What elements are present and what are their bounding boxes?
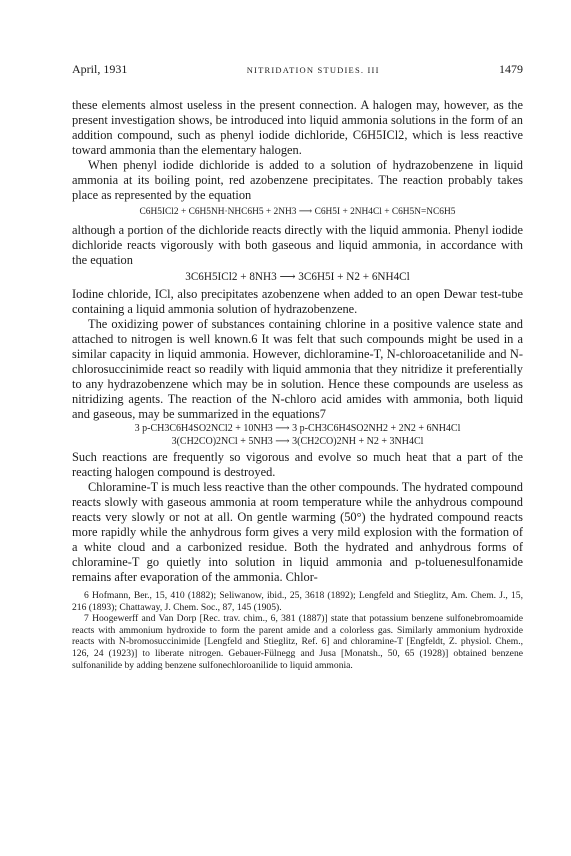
running-title: NITRIDATION STUDIES. III: [246, 65, 380, 75]
equation-group: [72, 423, 523, 448]
paragraph: When phenyl iodide dichloride is added to a solution of hydrazobenzene in liquid ammonia at its boiling point, red azobenzene precipitates. The reaction probably takes place as represented by the equation: [72, 158, 523, 202]
paragraph: Such reactions are frequently so vigorous and evolve so much heat that a part of the reacting halogen compound is destroyed.: [72, 450, 523, 479]
equation: 3C6H5ICl2 + 8NH3 ⟶ 3C6H5I + N2 + 6NH4Cl: [185, 271, 410, 283]
paragraph: these elements almost useless in the present connection. A halogen may, however, as the present investigation shows, be introduced into liquid ammonia solutions in the form of an addition compound, such as phenyl iodide dichloride, C6H5ICl2, which is less reactive toward ammonia than the elementary halogen.: [72, 98, 523, 157]
footnote: 7 Hoogewerff and Van Dorp [Rec. trav. chim., 6, 381 (1887)] state that potassium benzene sulfonebromoamide reacts with ammonium hydroxide to form the parent amide and a colorless gas. Similarly ammonium hydroxide reacts with N-bromosuccinimide [Lengfeld and Stieglitz, Ref. 6] and chloramine-T [Engfeldt, Z. physiol. Chem., 126, 24 (1923)] to liberate nitrogen. Gebauer-Fülnegg and Jusa [Monatsh., 50, 65 (1928)] obtained benzene sulfonanilide by adding benzene sulfonechloroanilide to liquid ammonia.: [72, 613, 523, 671]
footnote: 6 Hofmann, Ber., 15, 410 (1882); Seliwanow, ibid., 25, 3618 (1892); Lengfeld and Stieglitz, Am. Chem. J., 15, 216 (1893); Chattaway, J. Chem. Soc., 87, 145 (1905).: [72, 590, 523, 613]
paragraph: Iodine chloride, ICl, also precipitates azobenzene when added to an open Dewar test-tube containing a liquid ammonia solution of hydrazobenzene.: [72, 287, 523, 316]
page-number: 1479: [498, 62, 523, 76]
equation: 3 p-CH3C6H4SO2NCl2 + 10NH3 ⟶ 3 p-CH3C6H4SO2NH2 + 2N2 + 6NH4Cl: [134, 423, 461, 434]
equation: 3(CH2CO)2NCl + 5NH3 ⟶ 3(CH2CO)2NH + N2 + 3NH4Cl: [171, 435, 424, 447]
issue-date: April, 1931: [72, 62, 128, 76]
paragraph: although a portion of the dichloride reacts directly with the liquid ammonia. Phenyl iodide dichloride reacts vigorously with both gaseous and liquid ammonia, in accordance with the equation: [72, 223, 523, 267]
paragraph: Chloramine-T is much less reactive than the other compounds. The hydrated compound reacts slowly with gaseous ammonia at room temperature while the anhydrous compound reacts very slowly or not at all. On gentle warming (50°) the hydrated compound reacts more rapidly while the anhydrous form gives a very mild explosion with the formation of a white cloud and a carbonized residue. Both the hydrated and anhydrous forms of chloramine-T go quietly into solution in liquid ammonia and p-toluenesulfonamide remains after evaporation of the ammonia. Chlor-: [72, 480, 523, 584]
page-header: [72, 62, 523, 86]
equation: C6H5ICl2 + C6H5NH·NHC6H5 + 2NH3 ⟶ C6H5I + 2NH4Cl + C6H5N=NC6H5: [139, 207, 456, 217]
paragraph: The oxidizing power of substances containing chlorine in a positive valence state and attached to nitrogen is well known.6 It was felt that such compounds might be used in a similar capacity in liquid ammonia. However, dichloramine-T, N-chloroacetanilide and N-chlorosuccinimide react so readily with liquid ammonia that they nitridize it preferentially to any hydrazobenzene which may be in solution. Hence these compounds are useless as nitridizing agents. The reaction of the N-chloro acid amides with ammonia, both liquid and gaseous, may be summarized in the equations7: [72, 317, 523, 421]
